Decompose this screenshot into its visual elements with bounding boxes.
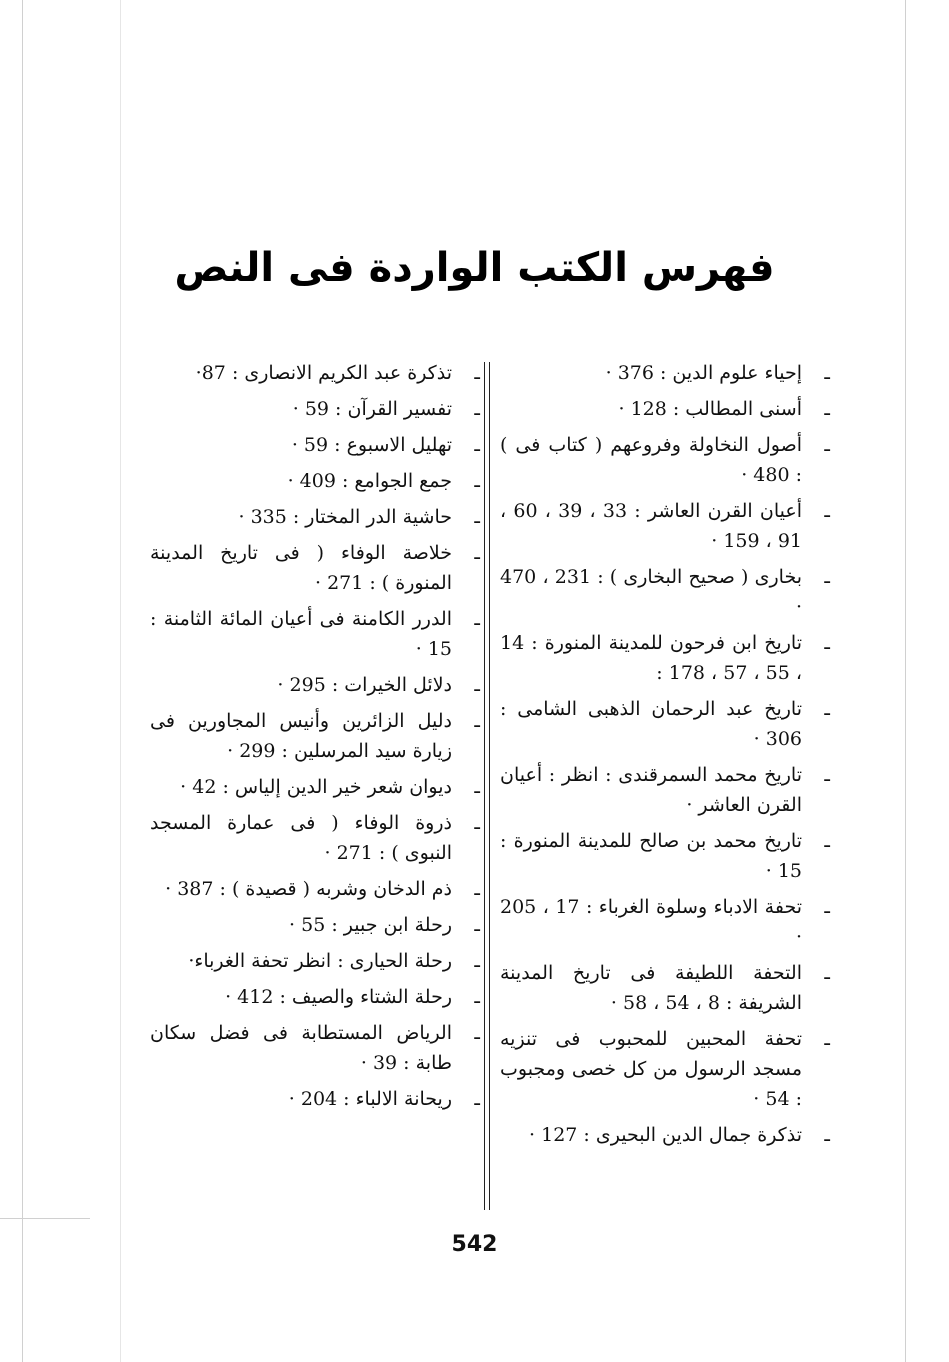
entry-bullet: ـ <box>824 1028 830 1050</box>
index-entry <box>500 958 830 1018</box>
index-entry <box>150 430 480 460</box>
scan-artifact-line <box>120 0 121 1362</box>
entry-text: دلائل الخيرات : 295 · <box>277 674 452 696</box>
entry-text: رحلة الشتاء والصيف : 412 · <box>225 986 452 1008</box>
index-entry <box>500 562 830 622</box>
entry-text: التحفة اللطيفة فى تاريخ المدينة الشريفة : 8 ، 54 ، 58 · <box>500 962 802 1014</box>
entry-text: تاريخ عبد الرحمان الذهبى الشامى : 306 · <box>500 698 802 750</box>
index-entry <box>150 808 480 868</box>
entry-text: الدرر الكامنة فى أعيان المائة الثامنة : 15 · <box>150 608 452 660</box>
index-entry <box>150 466 480 496</box>
entry-bullet: ـ <box>474 776 480 798</box>
index-entry <box>150 1084 480 1114</box>
entry-bullet: ـ <box>474 608 480 630</box>
entry-text: تاريخ ابن فرحون للمدينة المنورة : 14 ، 55 ، 57 ، 178 : <box>500 632 802 684</box>
entry-bullet: ـ <box>824 632 830 654</box>
entry-text: تهليل الاسبوع : 59 · <box>291 434 452 456</box>
entry-bullet: ـ <box>474 398 480 420</box>
entry-text: الرياض المستطابة فى فضل سكان طابة : 39 · <box>150 1022 452 1074</box>
entry-bullet: ـ <box>824 398 830 420</box>
entry-bullet: ـ <box>474 542 480 564</box>
entry-bullet: ـ <box>474 950 480 972</box>
entry-bullet: ـ <box>474 434 480 456</box>
entry-bullet: ـ <box>474 506 480 528</box>
entry-text: خلاصة الوفاء ( فى تاريخ المدينة المنورة ) : 271 · <box>150 542 452 594</box>
entry-bullet: ـ <box>474 470 480 492</box>
entry-text: إحياء علوم الدين : 376 · <box>605 362 802 384</box>
entry-text: ذم الدخان وشربه ( قصيدة ) : 387 · <box>165 878 452 900</box>
entry-text: أعيان القرن العاشر : 33 ، 39 ، 60 ، 91 ، 159 · <box>500 500 802 552</box>
entry-text: ذروة الوفاء ( فى عمارة المسجد النبوى ) : 271 · <box>150 812 452 864</box>
entry-text: تحفة المحبين للمحبوب فى تنزيه مسجد الرسول من كل خصى ومجبوب : 54 · <box>500 1028 802 1110</box>
entry-text: ريحانة الالباء : 204 · <box>288 1088 452 1110</box>
entry-text: تذكرة جمال الدين البحيرى : 127 · <box>529 1124 802 1146</box>
index-entry <box>500 826 830 886</box>
page-title: فهرس الكتب الواردة فى النص <box>174 245 775 291</box>
entry-bullet: ـ <box>474 812 480 834</box>
entry-text: ديوان شعر خير الدين إلياس : 42 · <box>180 776 452 798</box>
index-entry <box>150 946 480 976</box>
index-entry <box>500 358 830 388</box>
entry-text: رحلة الحيارى : انظر تحفة الغرباء· <box>188 950 452 972</box>
index-entry <box>500 892 830 952</box>
index-entry <box>500 394 830 424</box>
page-number: 542 <box>451 1232 498 1257</box>
scan-artifact-line <box>905 0 906 1362</box>
entry-bullet: ـ <box>824 764 830 786</box>
entry-bullet: ـ <box>474 1088 480 1110</box>
index-entry <box>150 982 480 1012</box>
index-entry <box>150 358 480 388</box>
entry-bullet: ـ <box>474 1022 480 1044</box>
entry-bullet: ـ <box>474 674 480 696</box>
entry-bullet: ـ <box>474 914 480 936</box>
column-divider <box>484 362 485 1210</box>
index-entry <box>150 706 480 766</box>
index-entry <box>150 604 480 664</box>
entry-bullet: ـ <box>474 878 480 900</box>
entry-text: تاريخ محمد السمرقندى : انظر : أعيان القرن العاشر · <box>500 764 802 816</box>
entry-text: أسنى المطالب : 128 · <box>618 398 802 420</box>
entry-text: أصول النخاولة وفروعهم ( كتاب فى ) : 480 · <box>500 434 802 486</box>
index-entry <box>150 502 480 532</box>
index-entry <box>500 496 830 556</box>
entry-bullet: ـ <box>824 566 830 588</box>
index-entry <box>150 1018 480 1078</box>
entry-bullet: ـ <box>824 962 830 984</box>
entry-bullet: ـ <box>824 896 830 918</box>
entry-text: جمع الجوامع : 409 · <box>287 470 452 492</box>
entry-text: حاشية الدر المختار : 335 · <box>238 506 452 528</box>
entry-bullet: ـ <box>824 830 830 852</box>
index-entry <box>500 628 830 688</box>
index-entry <box>150 910 480 940</box>
entry-text: دليل الزائرين وأنيس المجاورين فى زيارة سيد المرسلين : 299 · <box>150 710 452 762</box>
index-column-left <box>150 358 480 1120</box>
index-entry <box>500 694 830 754</box>
index-entry <box>150 772 480 802</box>
index-entry <box>150 874 480 904</box>
entry-text: تحفة الادباء وسلوة الغرباء : 17 ، 205 · <box>500 896 802 948</box>
entry-bullet: ـ <box>824 500 830 522</box>
entry-text: تذكرة عبد الكريم الانصارى : 87· <box>195 362 452 384</box>
index-entry <box>500 430 830 490</box>
entry-bullet: ـ <box>474 710 480 732</box>
entry-text: رحلة ابن جبير : 55 · <box>289 914 452 936</box>
entry-bullet: ـ <box>824 434 830 456</box>
entry-bullet: ـ <box>824 362 830 384</box>
scan-artifact-line <box>22 0 23 1362</box>
index-entry <box>500 760 830 820</box>
index-entry <box>150 538 480 598</box>
entry-text: تفسير القرآن : 59 · <box>292 398 452 420</box>
entry-text: تاريخ محمد بن صالح للمدينة المنورة : 15 · <box>500 830 802 882</box>
index-entry <box>500 1024 830 1114</box>
scan-artifact-line <box>0 1218 90 1219</box>
column-divider <box>489 362 490 1210</box>
index-column-right <box>500 358 830 1156</box>
entry-bullet: ـ <box>474 986 480 1008</box>
index-entry <box>150 394 480 424</box>
entry-bullet: ـ <box>474 362 480 384</box>
entry-bullet: ـ <box>824 1124 830 1146</box>
entry-text: بخارى ( صحيح البخارى ) : 231 ، 470 · <box>500 566 803 618</box>
index-entry <box>500 1120 830 1150</box>
entry-bullet: ـ <box>824 698 830 720</box>
index-entry <box>150 670 480 700</box>
